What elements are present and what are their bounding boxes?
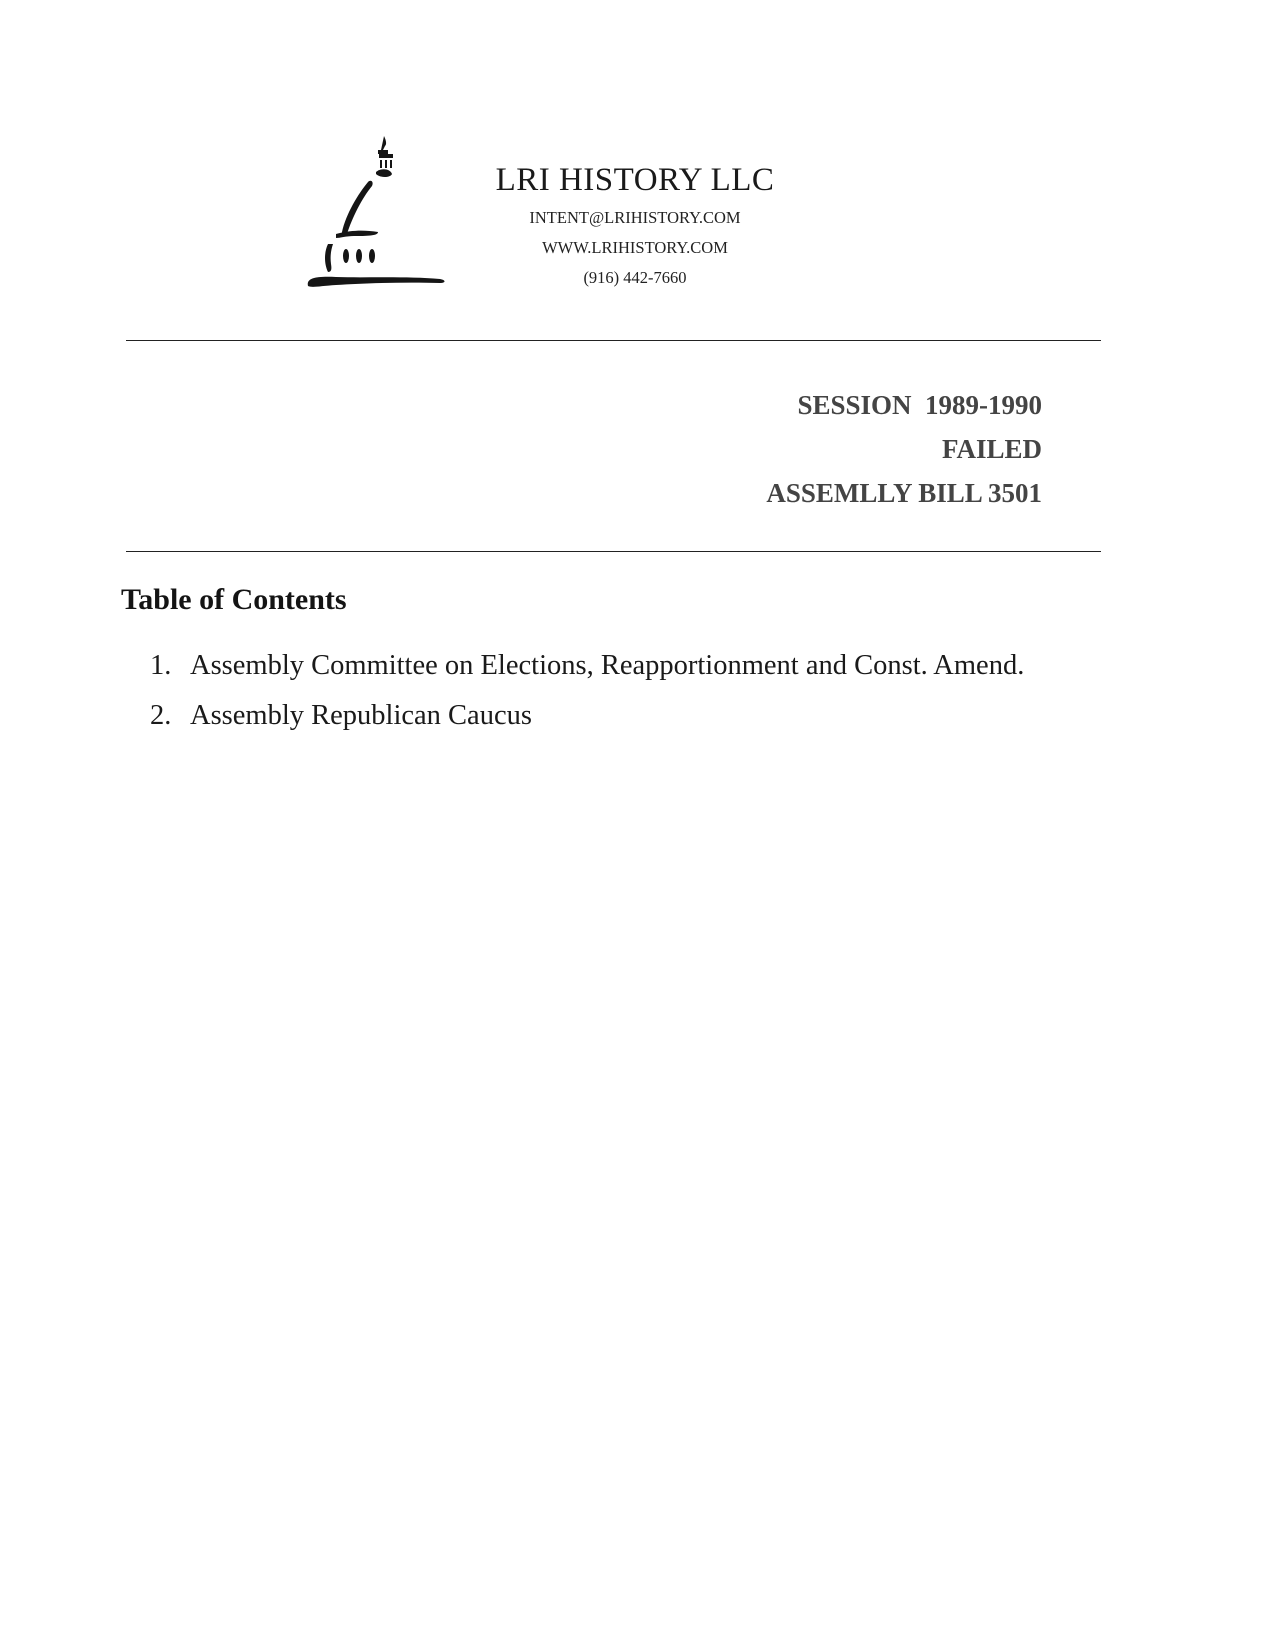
company-name: LRI HISTORY LLC: [495, 162, 775, 198]
toc-list: [150, 648, 1024, 748]
session-label: SESSION 1989-1990: [797, 390, 1042, 420]
toc-item-number: 2.: [150, 700, 172, 731]
top-divider: [126, 340, 1101, 341]
company-website: WWW.LRIHISTORY.COM: [542, 238, 728, 257]
bill-name: ASSEMLLY BILL 3501: [766, 478, 1042, 508]
capitol-dome-logo-icon: [306, 136, 452, 294]
toc-item: [150, 648, 1024, 698]
bill-info: [766, 383, 1042, 515]
toc-item-number: 1.: [150, 650, 172, 681]
company-email: INTENT@LRIHISTORY.COM: [529, 208, 741, 227]
toc-title: Table of Contents: [121, 583, 347, 616]
company-info: [440, 160, 830, 293]
toc-item-label: Assembly Committee on Elections, Reapportionment and Const. Amend.: [190, 650, 1025, 681]
toc-item-label: Assembly Republican Caucus: [190, 700, 532, 731]
toc-item: [150, 698, 1024, 748]
status-label: FAILED: [941, 434, 1042, 464]
company-phone: (916) 442-7660: [583, 268, 687, 287]
bottom-divider: [126, 551, 1101, 552]
